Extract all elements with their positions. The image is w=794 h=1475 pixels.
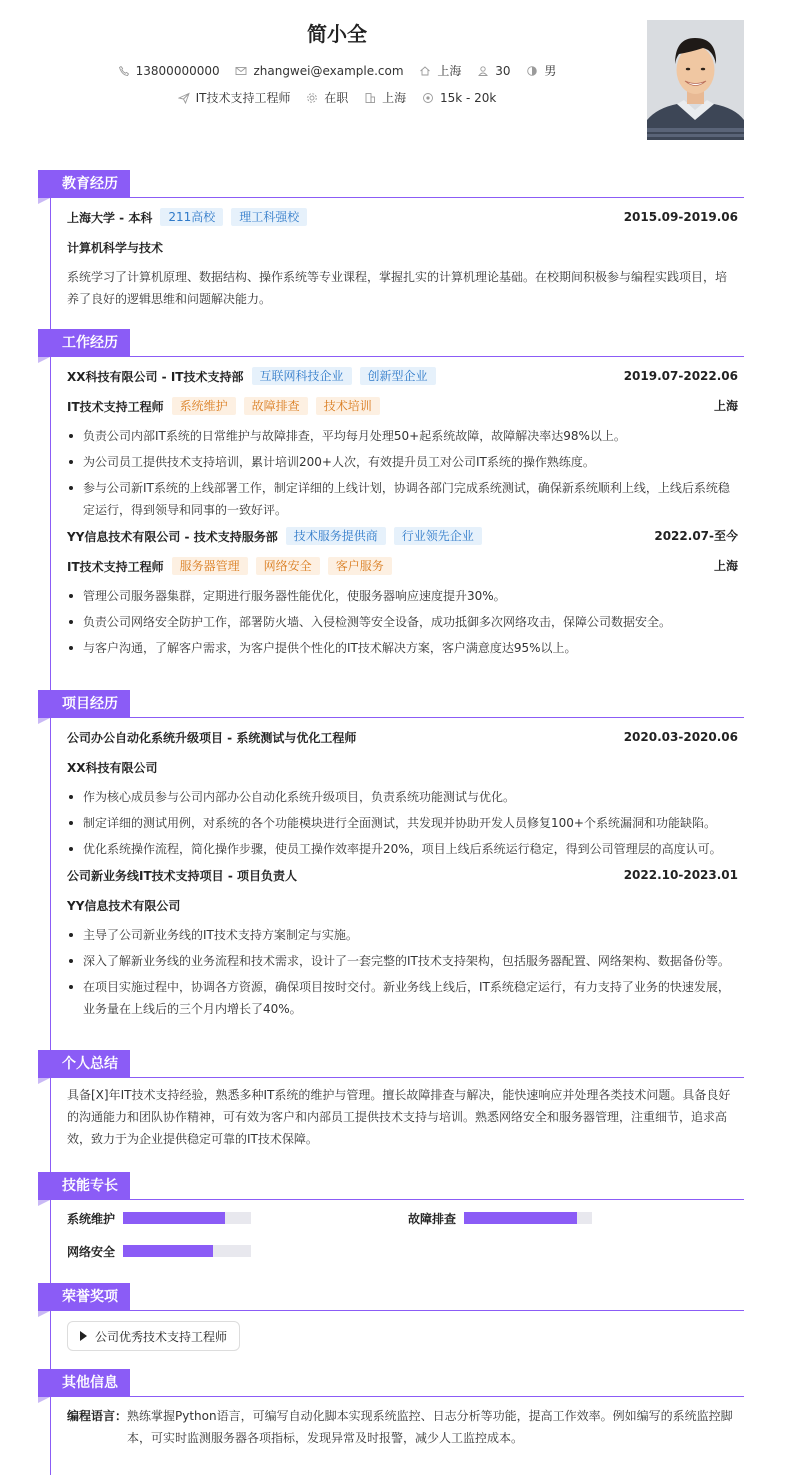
section-title: 教育经历 [38, 170, 130, 198]
job-bullets [67, 585, 744, 659]
gear-icon [306, 92, 318, 104]
section-header [38, 170, 744, 198]
section-header [38, 1283, 744, 1311]
skill-name: 系统维护 [67, 1211, 116, 1226]
role-tag: 网络安全 [256, 557, 320, 575]
list-item: 优化系统操作流程，简化操作步骤，使员工操作效率提升20%，项目上线后系统运行稳定，得到公司管理层的高度认可。 [67, 838, 734, 860]
section-title: 其他信息 [38, 1369, 130, 1397]
role-tag: 系统维护 [172, 397, 236, 415]
section-ribbon-fold [38, 1078, 50, 1084]
project-bullets [67, 924, 744, 1020]
section-title: 工作经历 [38, 329, 130, 357]
section-ribbon-fold [38, 1397, 50, 1403]
list-item: 管理公司服务器集群，定期进行服务器性能优化，使服务器响应速度提升30%。 [67, 585, 734, 607]
education-row [67, 206, 744, 228]
section-ribbon-fold [38, 357, 50, 363]
school-tag: 211高校 [160, 208, 223, 226]
section-header [38, 690, 744, 718]
skill-item [67, 1241, 251, 1261]
age-value: 30 [495, 63, 511, 78]
status-info [306, 89, 348, 106]
triangle-right-icon [80, 1331, 87, 1341]
company-name: YY信息技术有限公司 - 技术支持服务部 [67, 529, 278, 544]
skill-bar [123, 1245, 251, 1257]
gender-info [526, 62, 556, 79]
contact-row [0, 62, 674, 80]
status-value: 在职 [324, 91, 349, 105]
project-org-row [67, 894, 744, 916]
user-icon [477, 65, 489, 77]
list-item: 作为核心成员参与公司内部办公自动化系统升级项目，负责系统功能测试与优化。 [67, 786, 734, 808]
section-header [38, 1369, 744, 1397]
company-tag: 行业领先企业 [394, 527, 482, 545]
section-ribbon-fold [38, 1311, 50, 1317]
project-bullets [67, 786, 744, 860]
skill-bar-fill [123, 1245, 213, 1257]
section-title: 技能专长 [38, 1172, 130, 1200]
summary-section [38, 1050, 744, 1156]
education-description: 系统学习了计算机原理、数据结构、操作系统等专业课程，掌握扎实的计算机理论基础。在校期间积极参与编程实践项目，培养了良好的逻辑思维和问题解决能力。 [67, 270, 728, 306]
skill-bar-fill [464, 1212, 577, 1224]
section-title: 荣誉奖项 [38, 1283, 130, 1311]
section-ribbon-fold [38, 718, 50, 724]
education-section [38, 170, 744, 316]
target-city-value: 上海 [382, 91, 407, 105]
list-item: 参与公司新IT系统的上线部署工作，制定详细的上线计划，协调各部门完成系统测试，确保新系统顺利上线，上线后系统稳定运行，得到领导和同事的一致好评。 [67, 477, 734, 521]
major-name: 计算机科学与技术 [67, 240, 164, 255]
role-name: IT技术支持工程师 [67, 559, 164, 574]
city-value: 上海 [437, 64, 462, 78]
company-row [67, 365, 744, 387]
gender-value: 男 [544, 64, 557, 78]
job-title-info [178, 89, 291, 106]
other-section [38, 1369, 744, 1449]
awards-section [38, 1283, 744, 1351]
skill-item [408, 1208, 592, 1228]
company-name: XX科技有限公司 - IT技术支持部 [67, 369, 244, 384]
company-tag: 创新型企业 [360, 367, 436, 385]
city-info [419, 62, 461, 79]
list-item: 主导了公司新业务线的IT技术支持方案制定与实施。 [67, 924, 734, 946]
gender-icon [526, 65, 538, 77]
role-tag: 服务器管理 [172, 557, 248, 575]
candidate-name: 简小全 [307, 22, 367, 46]
skill-name: 故障排查 [408, 1211, 457, 1226]
project-org: YY信息技术有限公司 [67, 898, 181, 913]
role-tag: 故障排查 [244, 397, 308, 415]
projects-section [38, 690, 744, 1024]
salary-value: 15k - 20k [439, 90, 497, 105]
other-info-value: 熟练掌握Python语言，可编写自动化脚本实现系统监控、日志分析等功能，提高工作效率。例如编写的系统监控脚本，可实时监测服务器各项指标，发现异常及时报警，减少人工监控成本。 [127, 1409, 733, 1445]
section-header [38, 1172, 744, 1200]
project-org: XX科技有限公司 [67, 760, 158, 775]
section-ribbon-fold [38, 1200, 50, 1206]
section-header [38, 1050, 744, 1078]
phone-info [118, 64, 220, 78]
resume-header [0, 0, 794, 160]
email-info [235, 64, 403, 78]
phone-icon [118, 65, 130, 77]
work-section [38, 329, 744, 663]
list-item: 深入了解新业务线的业务流程和技术需求，设计了一套完整的IT技术支持架构，包括服务器配置、网络架构、数据备份等。 [67, 950, 734, 972]
role-tag: 技术培训 [316, 397, 380, 415]
home-icon [419, 65, 431, 77]
project-name: 公司办公自动化系统升级项目 - 系统测试与优化工程师 [67, 730, 357, 745]
company-tag: 技术服务提供商 [286, 527, 386, 545]
section-title: 个人总结 [38, 1050, 130, 1078]
skill-bar [123, 1212, 251, 1224]
list-item: 负责公司网络安全防护工作，部署防火墙、入侵检测等安全设备，成功抵御多次网络攻击，保障公司数据安全。 [67, 611, 734, 633]
list-item: 与客户沟通，了解客户需求，为客户提供个性化的IT技术解决方案，客户满意度达95%以上。 [67, 637, 734, 659]
project-row [67, 726, 744, 748]
send-icon [178, 92, 190, 104]
role-name: IT技术支持工程师 [67, 399, 164, 414]
list-item: 负责公司内部IT系统的日常维护与故障排查，平均每月处理50+起系统故障，故障解决率达98%以上。 [67, 425, 734, 447]
section-title: 项目经历 [38, 690, 130, 718]
skill-bar [464, 1212, 592, 1224]
skill-bar-fill [123, 1212, 225, 1224]
project-name: 公司新业务线IT技术支持项目 - 项目负责人 [67, 868, 297, 883]
phone-number: 13800000000 [135, 63, 220, 78]
summary-text: 具备[X]年IT技术支持经验，熟悉多种IT系统的维护与管理。擅长故障排查与解决，能快速响应并处理各类技术问题。具备良好的沟通能力和团队协作精神，可有效为客户和内部员工提供技术支持与培训。熟悉网络安全和服务器管理，注重细节，追求高效，致力于为企业提供稳定可靠的IT技术保障。 [67, 1088, 731, 1146]
skill-item [67, 1208, 251, 1228]
list-item: 制定详细的测试用例，对系统的各个功能模块进行全面测试，共发现并协助开发人员修复100+个系统漏洞和功能缺陷。 [67, 812, 734, 834]
section-ribbon-fold [38, 198, 50, 204]
company-tag: 互联网科技企业 [252, 367, 352, 385]
job-bullets [67, 425, 744, 521]
skills-grid [67, 1200, 744, 1270]
school-tag: 理工科强校 [231, 208, 307, 226]
company-row [67, 525, 744, 547]
role-tag: 客户服务 [328, 557, 392, 575]
skills-section [38, 1172, 744, 1270]
award-name: 公司优秀技术支持工程师 [95, 1329, 228, 1344]
role-row [67, 395, 744, 417]
section-header [38, 329, 744, 357]
award-item [67, 1321, 240, 1351]
avatar-image [647, 20, 744, 140]
project-org-row [67, 756, 744, 778]
project-row [67, 864, 744, 886]
other-info-row [67, 1405, 744, 1449]
list-item: 为公司员工提供技术支持培训，累计培训200+人次，有效提升员工对公司IT系统的操作熟练度。 [67, 451, 734, 473]
job-date: 2022.07-至今 [654, 529, 738, 543]
target-city-info [364, 89, 406, 106]
job-title-value: IT技术支持工程师 [195, 91, 291, 105]
building-icon [364, 92, 376, 104]
intent-row [0, 89, 674, 107]
role-row [67, 555, 744, 577]
job-location: 上海 [713, 399, 738, 413]
email-address: zhangwei@example.com [253, 63, 404, 78]
age-info [477, 64, 510, 78]
profile-photo [647, 20, 744, 140]
job-date: 2019.07-2022.06 [623, 369, 738, 383]
school-name: 上海大学 - 本科 [67, 210, 153, 225]
other-info-key: 编程语言： [67, 1409, 128, 1423]
salary-info [422, 91, 496, 105]
mail-icon [235, 65, 247, 77]
project-date: 2022.10-2023.01 [623, 868, 738, 882]
project-date: 2020.03-2020.06 [623, 730, 738, 744]
coin-icon [422, 92, 434, 104]
education-date: 2015.09-2019.06 [623, 210, 738, 224]
major-row [67, 236, 744, 258]
job-location: 上海 [713, 559, 738, 573]
skill-name: 网络安全 [67, 1244, 116, 1259]
list-item: 在项目实施过程中，协调各方资源，确保项目按时交付。新业务线上线后，IT系统稳定运行，有力支持了业务的快速发展，业务量在上线后的三个月内增长了40%。 [67, 976, 734, 1020]
